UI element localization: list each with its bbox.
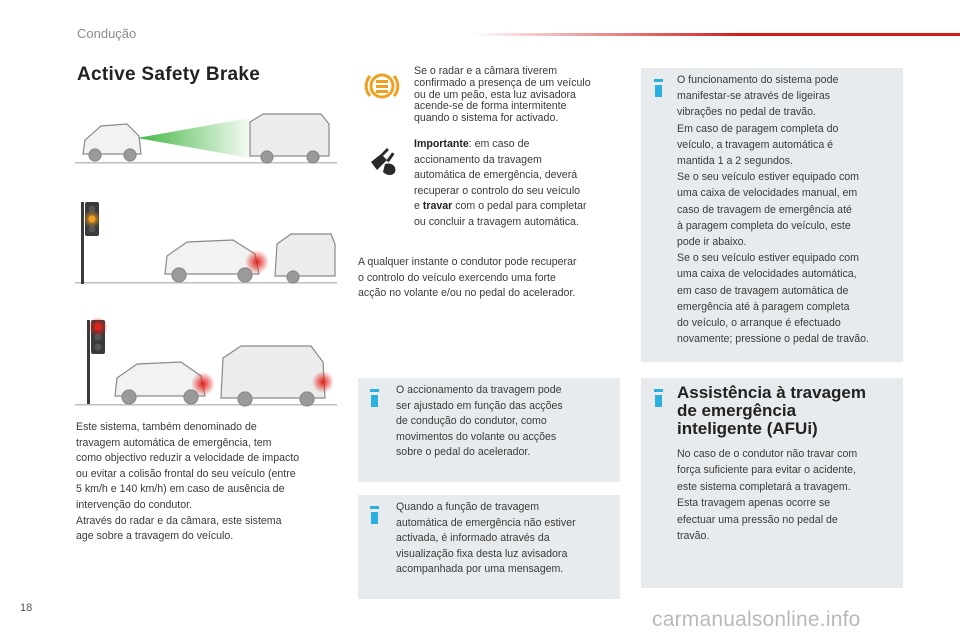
van-silhouette bbox=[221, 346, 325, 406]
afui-heading: Assistência à travagem de emergência inteligente (AFUi) bbox=[677, 383, 866, 438]
van-silhouette bbox=[250, 114, 329, 163]
car-silhouette bbox=[83, 124, 141, 161]
info-adjust-text: O accionamento da travagem pode ser ajustado em função das acções de condução do condutor, como movimentos do volante ou acções sobre o pedal do acelerador. bbox=[396, 384, 563, 459]
warning-glow bbox=[191, 372, 215, 396]
hand-tool-icon bbox=[365, 142, 403, 180]
info-inactive-text: Quando a função de travagem automática de emergência não estiver activada, é informado através da visualização fixa desta luz avisadora acompanhada por uma mensagem. bbox=[396, 501, 576, 576]
warning-light-text: Se o radar e a câmara tiverem confirmado a presença de um veículo ou de um peão, esta luz avisadora acende-se de forma intermitente quando o sistema for activado. bbox=[414, 65, 591, 125]
page-number: 18 bbox=[20, 602, 33, 614]
section-label: Condução bbox=[77, 26, 137, 41]
watermark: carmanualsonline.info bbox=[652, 608, 861, 631]
illustration-warning-phase bbox=[75, 198, 337, 288]
warning-glow bbox=[245, 250, 269, 274]
important-text: Importante: em caso de accionamento da travagem automática de emergência, deverá recuperar o controlo do seu veículo e travar com o pedal para completar ou concluir a travagem automática. bbox=[414, 138, 587, 228]
page-title: Active Safety Brake bbox=[77, 64, 261, 85]
radar-beam bbox=[137, 118, 250, 158]
header-accent-line bbox=[470, 33, 960, 36]
illustration-radar-detection bbox=[75, 110, 337, 172]
info-box-adjust bbox=[358, 378, 620, 482]
brake-warning-light-icon bbox=[362, 66, 402, 106]
car-silhouette bbox=[165, 240, 259, 282]
van-silhouette bbox=[275, 234, 335, 283]
recover-control-text: A qualquer instante o condutor pode recuperar o controlo do veículo exercendo uma forte acção no volante e/ou no pedal do acelerador. bbox=[358, 256, 577, 300]
info-box-inactive bbox=[358, 495, 620, 599]
brake-light-glow bbox=[312, 371, 334, 393]
afui-text: No caso de o condutor não travar com força suficiente para evitar o acidente, este sistema completará a travagem. Esta travagem apenas ocorre se efectuar uma pressão no pedal de travão. bbox=[677, 448, 858, 543]
illustration-braking-phase bbox=[75, 318, 337, 410]
traffic-light-icon bbox=[87, 318, 108, 404]
info-box-vibration bbox=[641, 68, 903, 362]
traffic-light-icon bbox=[81, 202, 101, 284]
info-vibration-text: O funcionamento do sistema pode manifestar-se através de ligeiras vibrações no pedal de travão. Em caso de paragem completa do veículo, a travagem automática é mantida 1 a 2 segundos. Se o seu veículo estiver equipado com uma caixa de velocidades manual, em caso de travagem de emergência até à paragem completa do veículo, este pode ir abaixo. Se o seu veículo estiver equipado com uma caixa de velocidades automática, em caso de travagem automática de emergência até à paragem completa do veículo, o arranque é efectuado novamente; pressione o pedal de travão. bbox=[677, 74, 869, 346]
intro-text: Este sistema, também denominado de travagem automática de emergência, tem como objectivo reduzir a velocidade de impacto ou evitar a colisão frontal do seu veículo (entre 5 km/h e 140 km/h) em caso de ausência de intervenção do condutor. Através do radar e da câmara, este sistema age sobre a travagem do veículo. bbox=[76, 421, 300, 543]
